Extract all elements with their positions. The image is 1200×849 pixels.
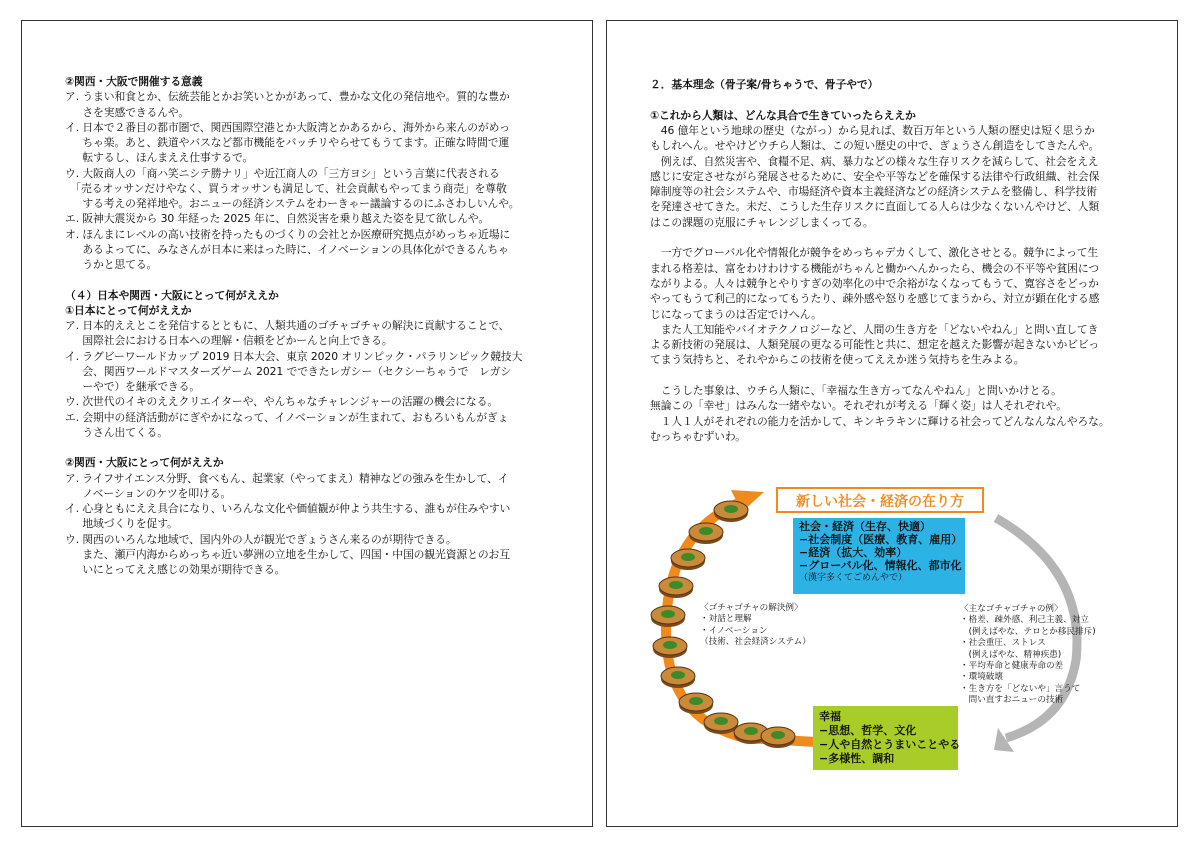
left-page-line: イ. 日本で２番目の都市圏で、関西国際空港とか大阪湾とかあるから、海外から来んのがめっ	[65, 120, 510, 134]
left-page-line: ア. 日本的ええとこを発信するとともに、人類共通のゴチャゴチャの解決に貢献することで、	[65, 319, 510, 332]
left-page-line: 国際社会における日本への理解・信頼をどかーんと向上できる。	[65, 334, 393, 348]
note-line: 問い直すおニューの技術	[960, 695, 1064, 706]
note-line: (例えばやな、テロとか移民排斥)	[960, 626, 1096, 637]
okonomiyaki-icon	[671, 549, 705, 570]
problem-examples-note	[960, 604, 1096, 707]
note-line: （技術、社会経済システム）	[700, 637, 811, 648]
right-page-line: 例えば、自然災害や、食糧不足、病、暴力などの様々な生存リスクを減らして、社会をええ	[650, 154, 1099, 168]
left-page-heading: （４）日本や関西・大阪にとって何がええか	[65, 288, 279, 302]
note-line: ・イノベーション	[700, 625, 768, 636]
happiness-title: 幸福	[819, 710, 841, 723]
left-page-line: ウ. 関西のいろんな地域で、国内外の人が観光でぎょうさん来るのが期待できる。	[65, 532, 457, 546]
left-page-line: ウ. 大阪商人の「商ハ笑ニシテ勝ナリ」や近江商人の「三方ヨシ」という言葉に代表される	[65, 166, 500, 180]
note-line: 〈ゴチャゴチャの解決例〉	[700, 603, 803, 613]
left-page-line: イ. ラグビーワールドカップ 2019 日本大会、東京 2020 オリンピック・パラリンピック競技大	[65, 349, 523, 363]
right-page-line: こうした事象は、ウチら人類に、「幸福な生き方ってなんやねん」と問いかけとる。	[650, 384, 1062, 397]
right-page-line: じになってまうのは否定でけへん。	[650, 307, 822, 321]
left-page-line: ア. うまい和食とか、伝統芸能とかお笑いとかがあって、豊かな文化の発信地や。質的な豊か	[65, 90, 510, 104]
right-page-line: もしれへん。せやけどウチら人類は、この短い歴史の中で、ぎょうさん創造をしてきたんや。	[650, 139, 1100, 153]
note-line: ・格差、疎外感、利己主義、対立	[960, 615, 1089, 626]
right-page-line: むっちゃむずいわ。	[650, 429, 746, 443]
right-page-line: 障制度等の社会システムや、市場経済や資本主義経済などの経済システムを整備し、科学技術	[650, 185, 1097, 199]
okonomiyaki-icon	[653, 637, 687, 658]
note-line: 〈主なゴチャゴチャの例〉	[960, 604, 1063, 614]
okonomiyaki-icon	[714, 501, 748, 522]
happiness-item: −多様性、調和	[819, 752, 895, 765]
note-line: ・社会重圧、ストレス	[960, 638, 1046, 649]
solution-examples-note	[700, 603, 811, 649]
left-page-line: ーやで）を継承できる。	[65, 380, 201, 393]
okonomiyaki-icon	[689, 523, 723, 544]
left-page-line: ウ. 次世代のイキのええクリエイターや、やんちゃなチャレンジャーの活躍の機会になる。	[65, 395, 499, 409]
right-page-line: また人工知能やバイオテクノロジーなど、人間の生き方を「どないやねん」と問い直してき	[650, 322, 1099, 336]
happiness-item: −思想、哲学、文化	[819, 724, 917, 737]
society-economy-sub: （漢字多くてごめんやで）	[799, 573, 908, 583]
left-page-line: する考えの発祥地や。おニューの経済システムをわーきゃー議論するのにふさわしいんや。	[65, 197, 520, 210]
left-page-line: 会、関西ワールドマスターズゲーム 2021 でできたレガシー（セクシーちゃうで レガシ	[65, 364, 512, 378]
okonomiyaki-icon	[679, 693, 713, 714]
left-page-line: うさん出てくる。	[65, 425, 168, 439]
right-page-line: 46 億年という地球の歴史（ながっ）から見れば、数百万年という人類の歴史は短く思うか	[650, 123, 1095, 137]
note-line: ・生き方を「どないや」言うて	[960, 683, 1081, 694]
happiness-box	[813, 706, 961, 770]
left-page-line: オ. ほんまにレベルの高い技術を持ったものづくりの会社とか医療研究拠点がめっちゃ近場に	[65, 227, 511, 241]
left-page-line: うかと思てる。	[65, 258, 158, 271]
happiness-item: −人や自然とうまいことやる	[819, 738, 961, 751]
right-page-line: を発達させてきた。未だ、こうした生存リスクに直面してる人らは少なくないんやけど、人類	[650, 200, 1100, 214]
right-page-line: てまう気持ちと、それやからこの技術を使ってええか迷う気持ちを生みよる。	[650, 353, 1025, 367]
left-page-line: さを実感できるんや。	[65, 105, 190, 119]
left-page-line: エ. 阪神大震災から 30 年経った 2025 年に、自然災害を乗り越えた姿を見て欲しんや。	[65, 212, 490, 226]
okonomiyaki-icon	[704, 713, 738, 734]
left-page-heading: ①日本にとって何がええか	[65, 303, 192, 317]
society-economy-title: 社会・経済（生存、快適）	[799, 520, 931, 533]
left-page-line: 「売るオッサンだけやなく、買うオッサンも満足して、社会貢献もやってまう商売」を尊敬	[65, 181, 507, 195]
okonomiyaki-icon	[661, 667, 695, 688]
note-line: (例えばやな、精神疾患)	[960, 649, 1062, 660]
right-page-line: 一方でグローバル化や情報化が競争をめっちゃデカくして、激化させとる。競争によって生	[650, 246, 1099, 260]
right-page-line: 感じに安定させながら発展させるために、安全や平等などを確保する法律や行政組織、社会保	[650, 169, 1100, 183]
right-page-line: はこの課題の克服にチャレンジしまくってる。	[650, 215, 874, 229]
society-economy-item: −経済（拡大、効率）	[799, 546, 908, 559]
left-page-line: 転するし、ほんまええ仕事するで。	[65, 151, 254, 165]
society-economy-item: −社会制度（医療、教育、雇用）	[799, 533, 963, 546]
diagram-banner: 新しい社会・経済の在り方	[776, 487, 984, 513]
right-page-line: 無論この「幸せ」はみんな一緒やない。それぞれが考える「輝く姿」は人それぞれや。	[650, 399, 1067, 413]
society-economy-box	[793, 518, 965, 594]
left-page-line: イ. 心身ともにええ具合になり、いろんな文化や価値観が仲よう共生する、誰もが住みやすい	[65, 502, 511, 515]
right-page-heading: ①これから人類は、どんな具合で生きていったらええか	[650, 108, 916, 122]
left-page-line: あるよってに、みなさんが日本に来はった時に、イノベーションの具体化ができるんちゃ	[65, 242, 509, 256]
right-page-line: よる新技術の発展は、人類発展の更なる可能性と共に、想定を越えた影響が起きないかビビっ	[650, 338, 1100, 352]
right-page-line: ながりよる。人々は競争とやりすぎの効率化の中で余裕がなくなってもうて、寛容さをどっか	[650, 276, 1099, 290]
left-page-heading: ②関西・大阪で開催する意義	[65, 75, 203, 88]
right-page-line: まれる格差は、富をわけわけする機能がちゃんと働かへんかったら、機会の不平等や貧困につ	[650, 261, 1100, 275]
society-economy-item: −グローバル化、情報化、都市化	[799, 559, 962, 572]
left-page-line: 地域づくりを促す。	[65, 517, 178, 531]
okonomiyaki-icon	[761, 727, 795, 748]
right-page-line: １人１人がそれぞれの能力を活かして、キンキラキンに輝ける社会ってどんなんなんやろな。	[650, 414, 1110, 428]
okonomiyaki-icon	[651, 606, 685, 627]
right-page-line: やってもうて利己的になってもうたり、疎外感や怒りを感じてまうから、対立が顕在化する感	[650, 292, 1100, 306]
left-page-line: エ. 会期中の経済活動がにぎやかになって、イノベーションが生まれて、おもろいもんがぎょ	[65, 410, 509, 424]
left-page-line: いにとってええ感じの効果が期待できる。	[65, 563, 286, 576]
left-page-heading: ②関西・大阪にとって何がええか	[65, 456, 224, 470]
right-page-heading: ２．基本理念（骨子案/骨ちゃうで、骨子やで）	[650, 78, 879, 91]
note-line: ・環境破壊	[960, 672, 1003, 683]
note-line: ・対話と理解	[700, 614, 752, 625]
left-page-line: ア. ライフサイエンス分野、食べもん、起業家（やってまえ）精神などの強みを生かして、イ	[65, 471, 509, 485]
okonomiyaki-icon	[659, 577, 693, 598]
left-page-line: ノベーションのケツを叩ける。	[65, 486, 232, 500]
note-line: ・平均寿命と健康寿命の差	[960, 661, 1064, 672]
left-page-line: ちゃ楽。あと、鉄道やバスなど都市機能をバッチリやらせてもうてます。正確な時間で運	[65, 136, 510, 149]
left-page-line: また、瀬戸内海からめっちゃ近い夢洲の立地を生かして、四国・中国の観光資源とのお互	[65, 547, 510, 561]
